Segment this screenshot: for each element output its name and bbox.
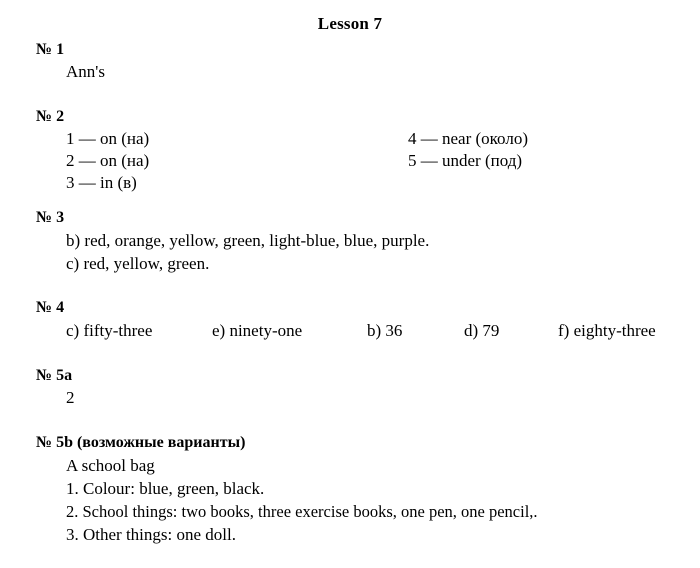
section-1-heading: № 1 bbox=[36, 41, 65, 58]
section-4-heading: № 4 bbox=[36, 299, 65, 316]
section-5b-heading: № 5b (возможные варианты) bbox=[36, 434, 246, 451]
page-title: Lesson 7 bbox=[317, 14, 383, 33]
section-2-item: 3 — in (в) bbox=[66, 173, 137, 192]
section-4-item: d) 79 bbox=[464, 321, 500, 340]
section-5b-line: 1. Colour: blue, green, black. bbox=[66, 479, 265, 498]
section-2-item: 4 — near (около) bbox=[408, 129, 528, 148]
section-5a-heading: № 5a bbox=[36, 367, 73, 384]
section-4-item: b) 36 bbox=[367, 321, 403, 340]
section-4-item: f) eighty-three bbox=[558, 321, 656, 340]
section-3-heading: № 3 bbox=[36, 209, 65, 226]
section-3-item: b) red, orange, yellow, green, light-blue, blue, purple. bbox=[66, 231, 430, 250]
section-4-item: c) fifty-three bbox=[66, 321, 153, 340]
section-5a-answer: 2 bbox=[66, 388, 75, 407]
section-2-heading: № 2 bbox=[36, 108, 65, 125]
section-2-item: 1 — on (на) bbox=[66, 129, 150, 148]
section-2-item: 2 — on (на) bbox=[66, 151, 150, 170]
section-5b-line: 2. School things: two books, three exercise books, one pen, one pencil,. bbox=[66, 502, 538, 521]
section-4-item: e) ninety-one bbox=[212, 321, 303, 340]
section-5b-line: A school bag bbox=[66, 456, 155, 475]
section-1-answer: Ann's bbox=[66, 62, 105, 81]
section-5b-line: 3. Other things: one doll. bbox=[66, 525, 236, 544]
section-2-item: 5 — under (под) bbox=[408, 151, 523, 170]
section-3-item: c) red, yellow, green. bbox=[66, 254, 210, 273]
